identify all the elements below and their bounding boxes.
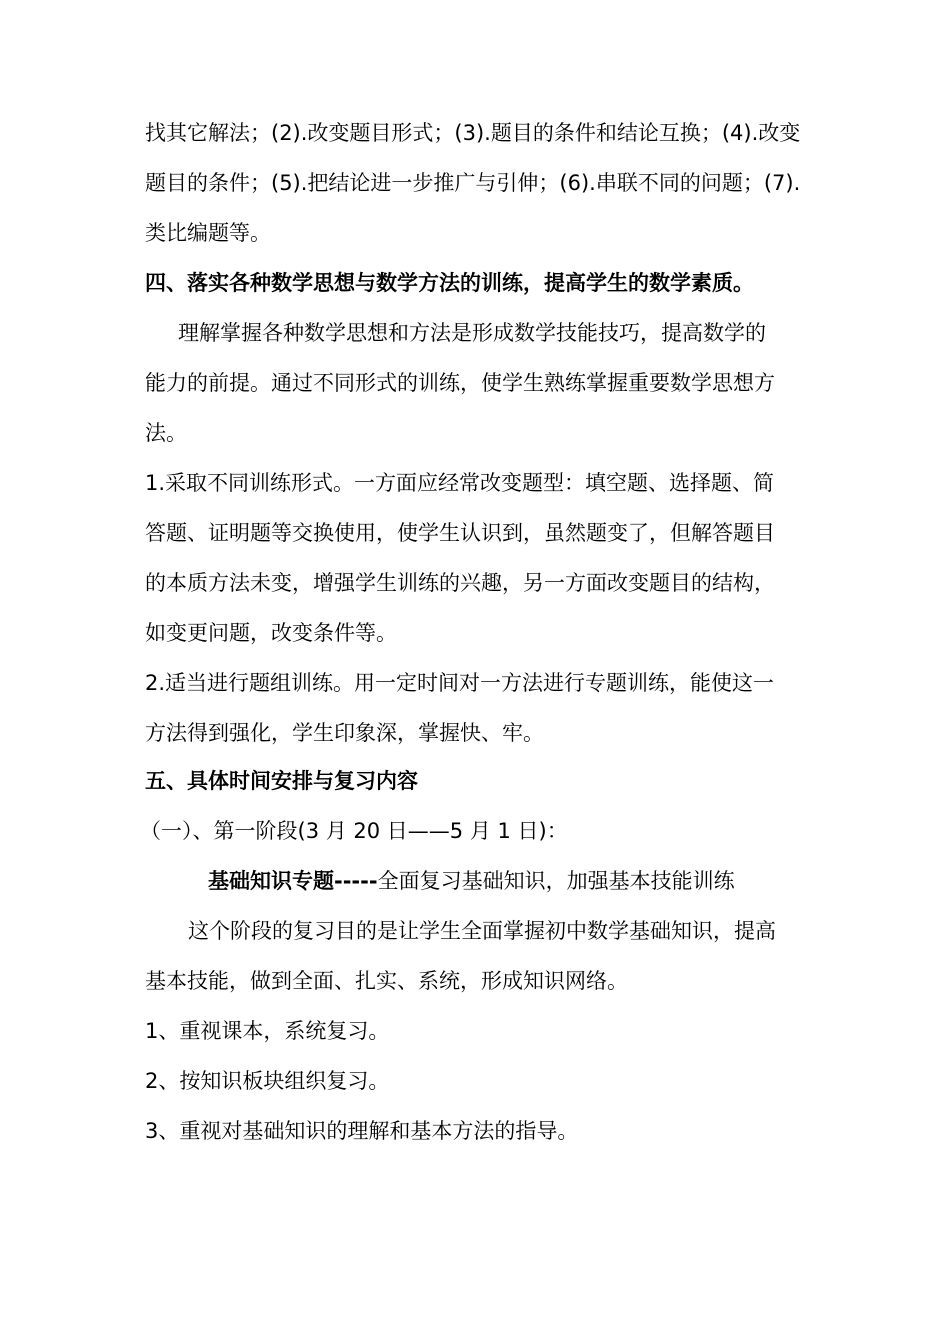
list-item: 2、按知识板块组织复习。 — [145, 1069, 390, 1093]
stage-heading: （一）、第一阶段(3 月 20 日——5 月 1 日)： — [140, 819, 568, 843]
topic-title: 基础知识专题----- — [208, 869, 378, 893]
paragraph-line: 找其它解法；(2).改变题目形式；(3).题目的条件和结论互换；(4).改变 — [145, 121, 801, 145]
paragraph-line: 类比编题等。 — [145, 221, 271, 245]
paragraph-line: 答题、证明题等交换使用，使学生认识到，虽然题变了，但解答题目 — [145, 521, 775, 545]
paragraph-line: 2.适当进行题组训练。用一定时间对一方法进行专题训练，能使这一 — [145, 671, 775, 695]
paragraph-line: 方法得到强化，学生印象深，掌握快、牢。 — [145, 721, 544, 745]
paragraph-line: 的本质方法未变，增强学生训练的兴趣，另一方面改变题目的结构， — [145, 571, 775, 595]
paragraph-line: 法。 — [145, 421, 187, 445]
topic-line — [208, 866, 808, 896]
paragraph-line: 题目的条件；(5).把结论进一步推广与引伸；(6).串联不同的问题；(7). — [145, 171, 801, 195]
paragraph-line: 理解掌握各种数学思想和方法是形成数学技能技巧，提高数学的 — [178, 321, 766, 345]
paragraph-line: 如变更问题，改变条件等。 — [145, 621, 397, 645]
paragraph-line: 这个阶段的复习目的是让学生全面掌握初中数学基础知识，提高 — [188, 919, 776, 943]
paragraph-line: 基本技能，做到全面、扎实、系统，形成知识网络。 — [145, 969, 628, 993]
section-heading-4: 四、落实各种数学思想与数学方法的训练，提高学生的数学素质。 — [145, 271, 754, 295]
paragraph-line: 能力的前提。通过不同形式的训练，使学生熟练掌握重要数学思想方 — [145, 371, 775, 395]
section-heading-5: 五、具体时间安排与复习内容 — [145, 769, 418, 793]
list-item: 1、重视课本，系统复习。 — [145, 1019, 390, 1043]
topic-description: 全面复习基础知识，加强基本技能训练 — [377, 869, 735, 893]
paragraph-line: 1.采取不同训练形式。一方面应经常改变题型：填空题、选择题、简 — [145, 471, 775, 495]
list-item: 3、重视对基础知识的理解和基本方法的指导。 — [145, 1119, 579, 1143]
